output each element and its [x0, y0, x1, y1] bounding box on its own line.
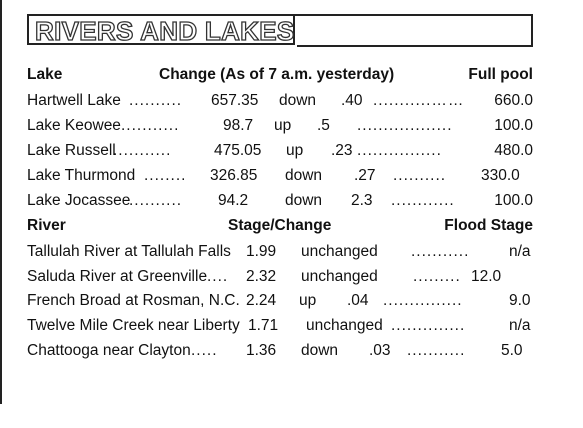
river-change: unchanged	[306, 317, 383, 334]
leader-dots: ..........	[129, 192, 183, 209]
river-stage: 1.99	[246, 243, 277, 260]
lake-row	[27, 190, 537, 212]
leader-dots: ............	[391, 192, 455, 209]
lake-full-pool: 100.0	[494, 192, 533, 209]
lake-direction: down	[285, 167, 323, 184]
flood-stage-col-header: Flood Stage	[444, 217, 533, 234]
leader-dots: ....	[207, 268, 229, 285]
leader-dots: ...........	[411, 243, 470, 260]
lake-level: 98.7	[223, 117, 254, 134]
river-change-amount: .04	[347, 292, 369, 309]
lake-name: Lake Jocassee	[27, 192, 131, 209]
lake-direction: up	[274, 117, 292, 134]
full-pool-col-header: Full pool	[468, 66, 533, 83]
leader-dots: ..........	[393, 167, 447, 184]
lake-change: .23	[331, 142, 353, 159]
river-name: Saluda River at Greenville	[27, 268, 208, 285]
lake-row	[27, 140, 537, 162]
river-header-row	[27, 215, 537, 237]
river-stage: 2.24	[246, 292, 277, 309]
change-col-header: Change (As of 7 a.m. yesterday)	[159, 66, 395, 83]
lake-direction: down	[279, 92, 317, 109]
river-stage: 1.71	[248, 317, 279, 334]
river-name: Tallulah River at Tallulah Falls	[27, 243, 231, 260]
river-flood-stage: 9.0	[509, 292, 531, 309]
leader-dots: ...............	[383, 292, 463, 309]
river-row	[27, 340, 537, 362]
lake-change: 2.3	[351, 192, 373, 209]
river-change: unchanged	[301, 243, 378, 260]
lake-row	[27, 115, 537, 137]
leader-dots: .........	[413, 268, 461, 285]
lake-level: 326.85	[210, 167, 258, 184]
lake-change: .27	[354, 167, 376, 184]
river-stage: 1.36	[246, 342, 277, 359]
lake-col-header: Lake	[27, 66, 63, 83]
river-name: French Broad at Rosman, N.C.	[27, 292, 240, 309]
leader-dots: ...........	[113, 142, 172, 159]
river-name: Chattooga near Clayton	[27, 342, 191, 359]
lake-level: 657.35	[211, 92, 259, 109]
river-row	[27, 241, 537, 263]
river-flood-stage: 12.0	[471, 268, 502, 285]
leader-dots: ..............	[391, 317, 466, 334]
lake-level: 94.2	[218, 192, 249, 209]
leader-dots: ................	[357, 142, 442, 159]
lake-name: Lake Keowee	[27, 117, 121, 134]
leader-dots: ...........	[121, 117, 180, 134]
leader-dots: ...........	[407, 342, 466, 359]
river-col-header: River	[27, 217, 66, 234]
title-box	[27, 14, 295, 45]
lake-full-pool: 480.0	[494, 142, 533, 159]
lake-full-pool: 100.0	[494, 117, 533, 134]
stage-col-header: Stage/Change	[228, 217, 332, 234]
section-title: RIVERS AND LAKES	[35, 16, 295, 46]
leader-dots: ..................	[357, 117, 453, 134]
lake-row	[27, 165, 537, 187]
river-row	[27, 290, 537, 312]
lake-full-pool: 330.0	[481, 167, 520, 184]
left-rule	[0, 0, 2, 404]
leader-dots: ...........……	[373, 92, 465, 109]
river-change: down	[301, 342, 339, 359]
river-change: unchanged	[301, 268, 378, 285]
lake-level: 475.05	[214, 142, 262, 159]
river-change: up	[299, 292, 317, 309]
leader-dots: ..........	[129, 92, 183, 109]
section-header	[27, 14, 533, 47]
leader-dots: .....	[191, 342, 218, 359]
leader-dots: ........	[144, 167, 187, 184]
river-row	[27, 266, 537, 288]
lake-change: .40	[341, 92, 363, 109]
river-flood-stage: 5.0	[501, 342, 523, 359]
lake-name: Lake Russell	[27, 142, 116, 159]
lake-change: .5	[317, 117, 330, 134]
lake-name: Hartwell Lake	[27, 92, 121, 109]
river-name: Twelve Mile Creek near Liberty	[27, 317, 240, 334]
river-change-amount: .03	[369, 342, 391, 359]
title-rule	[293, 14, 533, 45]
river-stage: 2.32	[246, 268, 277, 285]
lake-name: Lake Thurmond	[27, 167, 136, 184]
river-flood-stage: n/a	[509, 243, 531, 260]
river-flood-stage: n/a	[509, 317, 531, 334]
lake-full-pool: 660.0	[494, 92, 533, 109]
lake-direction: down	[285, 192, 323, 209]
lake-header-row	[27, 64, 537, 86]
lake-direction: up	[286, 142, 304, 159]
lake-row	[27, 90, 537, 112]
river-row	[27, 315, 537, 337]
